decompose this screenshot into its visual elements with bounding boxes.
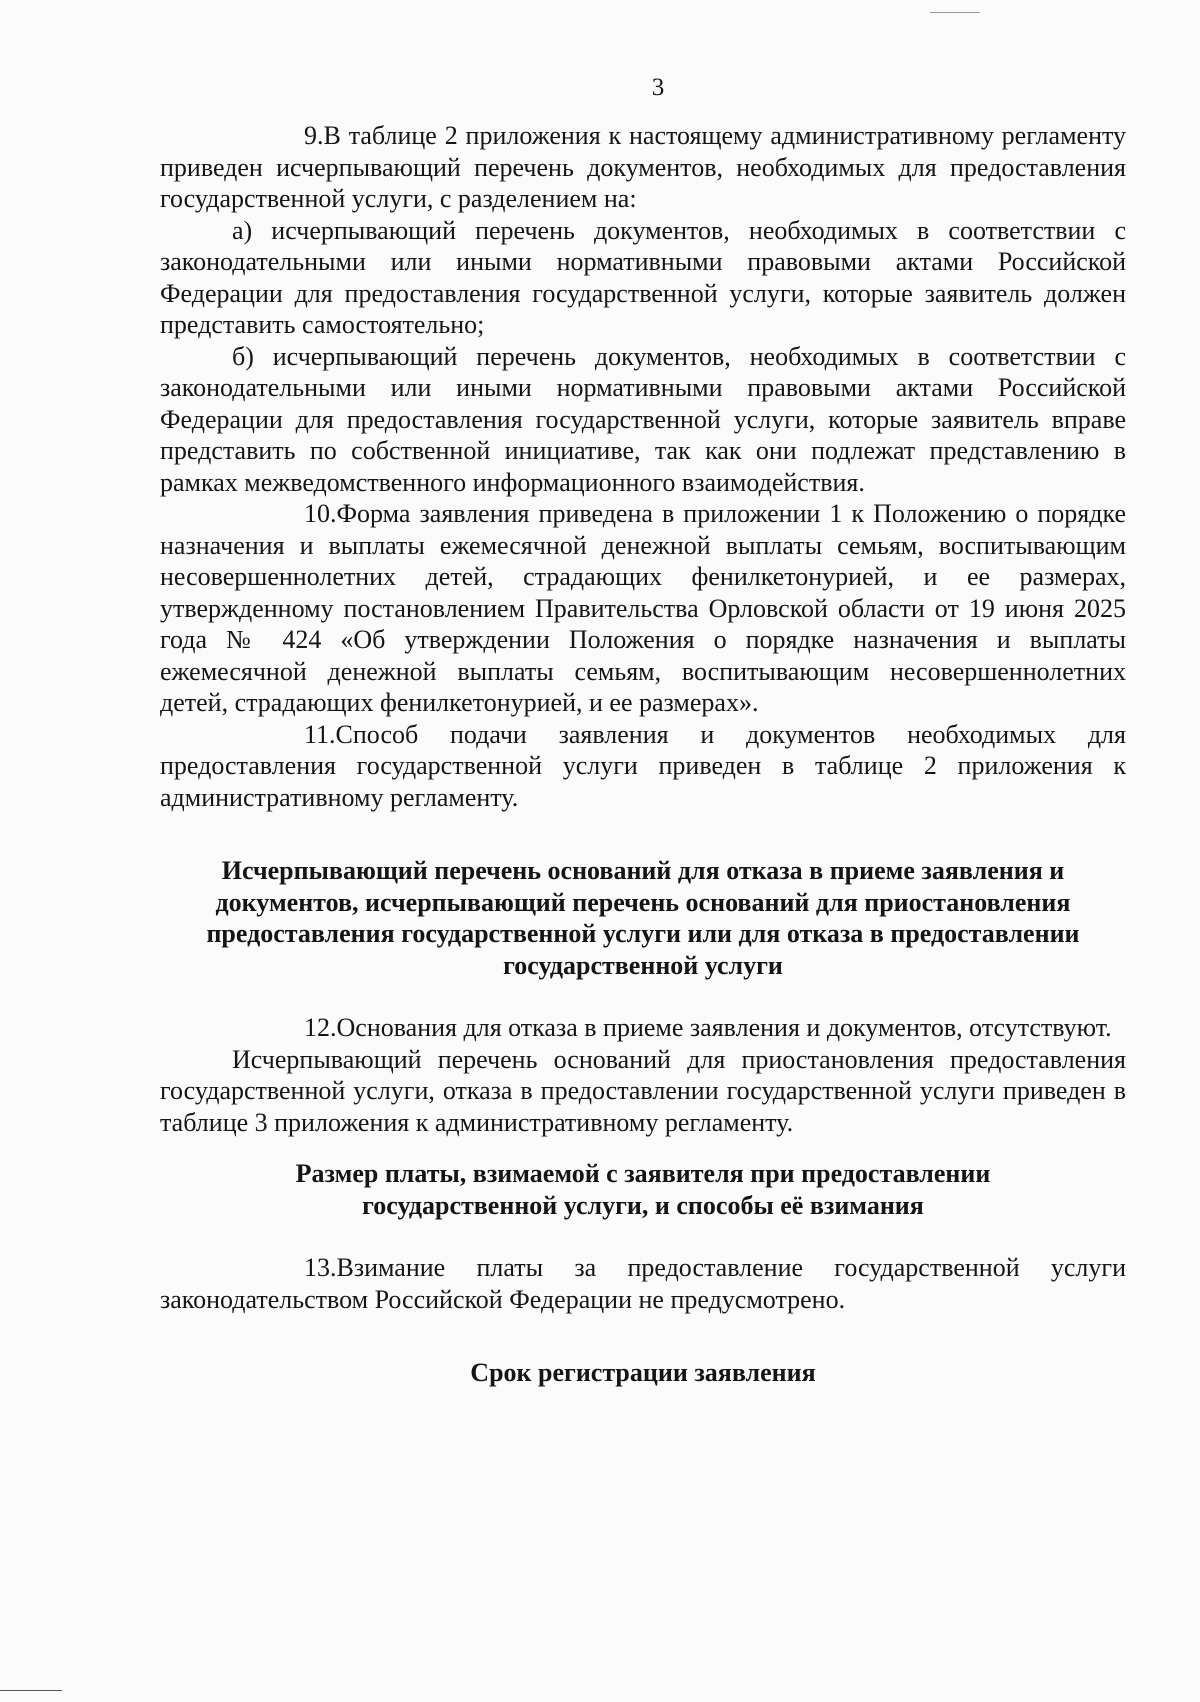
paragraph-text: Основания для отказа в приеме заявления и документов, отсутствуют.: [336, 1013, 1112, 1042]
section-heading-fee: Размер платы, взимаемой с заявителя при предоставлении государственной услуги, и способы её взимания: [295, 1159, 991, 1220]
section-heading-refusal-grounds: Исчерпывающий перечень оснований для отказа в приеме заявления и документов, исчерпывающий перечень оснований для приостановления предоставления государственной услуги или для отказа в предоставлении государственной услуги: [206, 856, 1080, 980]
paragraph-11: [160, 719, 1126, 814]
paragraph-text: В таблице 2 приложения к настоящему административному регламенту приведен исчерпывающий перечень документов, необходимых для предоставления государственной услуги, с разделением на:: [160, 121, 1126, 213]
paragraph-number: 10.: [304, 499, 337, 528]
section-heading-registration-term: Срок регистрации заявления: [470, 1358, 816, 1387]
paragraph-9a: а) исчерпывающий перечень документов, необходимых в соответствии с законодательными или иными нормативными правовыми актами Российской Федерации для предоставления государственной услуги, которые заявитель должен представить самостоятельно;: [160, 215, 1126, 339]
paragraph-number: 13.: [304, 1253, 337, 1282]
paragraph-number: 11.: [304, 719, 336, 749]
scan-artifact-top: [930, 12, 980, 13]
paragraph-9b: б) исчерпывающий перечень документов, необходимых в соответствии с законодательными или иными нормативными правовыми актами Российской Федерации для предоставления государственной услуги, которые заявитель вправе представить по собственной инициативе, так как они подлежат представлению в рамках межведомственного информационного взаимодействия.: [160, 341, 1126, 497]
paragraph-number: 9.: [304, 121, 324, 150]
page-number: 3: [651, 74, 665, 101]
paragraph-text: Способ подачи заявления и документов необходимых для предоставления государственной услуги приведен в таблице 2 приложения к административному регламенту.: [160, 719, 1126, 812]
paragraph-text: Форма заявления приведена в приложении 1 к Положению о порядке назначения и выплаты ежемесячной денежной выплаты семьям, воспитывающим несовершеннолетних детей, страдающих фенилкетонурией, и ее размерах, утвержденному постановлением Правительства Орловской области от 19 июня 2025 года № 424 «Об утверждении Положения о порядке назначения и выплаты ежемесячной денежной выплаты семьям, воспитывающим несовершеннолетних детей, страдающих фенилкетонурией, и ее размерах».: [160, 499, 1126, 717]
scan-artifact-bottom: [0, 1690, 62, 1691]
paragraph-12: [160, 1012, 1126, 1044]
document-body: [160, 120, 1126, 1389]
paragraph-9: [160, 120, 1126, 215]
paragraph-10: [160, 498, 1126, 719]
paragraph-text: Взимание платы за предоставление государственной услуги законодательством Российской Федерации не предусмотрено.: [160, 1253, 1126, 1314]
paragraph-12-continued: Исчерпывающий перечень оснований для приостановления предоставления государственной услуги, отказа в предоставлении государственной услуги приведен в таблице 3 приложения к административному регламенту.: [160, 1044, 1126, 1137]
paragraph-number: 12.: [304, 1013, 337, 1042]
paragraph-13: [160, 1252, 1126, 1315]
